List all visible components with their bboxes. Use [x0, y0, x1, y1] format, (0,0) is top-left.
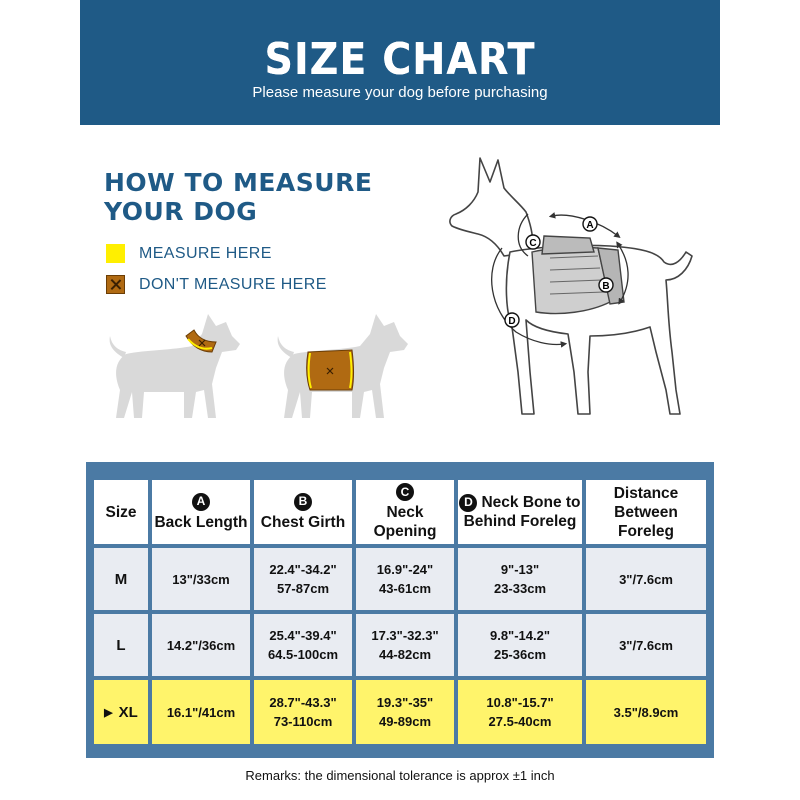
row-m-neck-to-foreleg [458, 548, 582, 610]
row-m-size: M [94, 548, 148, 610]
row-l-back-length [152, 614, 250, 676]
size-label: XL [118, 703, 138, 721]
header-neck-opening [356, 480, 454, 544]
cell-value: 13"/33cm [172, 571, 230, 587]
cell-value: 3"/7.6cm [619, 637, 673, 653]
row-xl-back-length [152, 680, 250, 744]
crossed-swatch-icon [106, 275, 125, 294]
badge-c-icon: C [396, 483, 414, 501]
header-label-line2: Behind Foreleg [463, 513, 577, 530]
badge-d-icon: D [459, 494, 477, 512]
page-title: SIZE CHART [264, 34, 536, 85]
header-neck-to-foreleg [458, 480, 582, 544]
row-xl-size [94, 680, 148, 744]
row-m-neck-opening [356, 548, 454, 610]
cell-value-inch: 9.8"-14.2" [489, 628, 551, 643]
dog-body-wrong-icon [272, 306, 422, 422]
row-m-back-length [152, 548, 250, 610]
header-label: Back Length [154, 513, 248, 531]
row-l-neck-to-foreleg [458, 614, 582, 676]
cell-value-cm: 23-33cm [493, 581, 547, 596]
row-l-size: L [94, 614, 148, 676]
size-table [86, 462, 714, 758]
cell-value-cm: 49-89cm [378, 714, 432, 729]
remarks-note: Remarks: the dimensional tolerance is approx ±1 inch [245, 768, 555, 783]
cell-value-inch: 22.4"-34.2" [269, 562, 337, 577]
header-label-line2: Foreleg [618, 522, 674, 540]
row-xl-chest-girth [254, 680, 352, 744]
marker-c-icon [526, 235, 540, 249]
legend-label: MEASURE HERE [139, 244, 272, 262]
cell-value: 16.1"/41cm [166, 704, 236, 720]
dog-harness-diagram [440, 152, 710, 437]
header-size [94, 480, 148, 544]
row-l-foreleg-distance [586, 614, 706, 676]
row-m-foreleg-distance [586, 548, 706, 610]
legend-label: DON'T MEASURE HERE [139, 275, 327, 293]
page-subtitle: Please measure your dog before purchasing [252, 84, 548, 101]
cell-value: 3.5"/8.9cm [613, 704, 679, 720]
cell-value-inch: 19.3"-35" [376, 695, 434, 710]
yellow-swatch-icon [106, 244, 125, 263]
header-size-label: Size [105, 503, 137, 521]
header-label-line1: Neck Bone to [481, 494, 581, 511]
cell-value-inch: 28.7"-43.3" [269, 695, 337, 710]
dog-neck-wrong-icon [104, 306, 254, 422]
row-xl-neck-opening [356, 680, 454, 744]
header-chest-girth [254, 480, 352, 544]
legend-dont-measure-here [106, 275, 327, 294]
cell-value-cm: 27.5-40cm [488, 714, 552, 729]
row-m-chest-girth [254, 548, 352, 610]
header-banner [80, 0, 720, 125]
cell-value: 3"/7.6cm [619, 571, 673, 587]
badge-b-icon: B [294, 493, 312, 511]
cell-value-cm: 25-36cm [493, 647, 547, 662]
svg-text:D: D [508, 316, 516, 327]
cell-value-inch: 9"-13" [500, 562, 540, 577]
how-to-line-2: YOUR DOG [104, 197, 258, 226]
marker-a-icon [583, 217, 597, 231]
cell-value-inch: 16.9"-24" [376, 562, 434, 577]
cell-value-cm: 64.5-100cm [267, 647, 339, 662]
cell-value-inch: 10.8"-15.7" [486, 695, 554, 710]
cell-value-cm: 43-61cm [378, 581, 432, 596]
header-label-line1: Distance Between [613, 484, 679, 521]
cell-value-cm: 57-87cm [276, 581, 330, 596]
header-label: Chest Girth [260, 513, 346, 531]
header-label: Neck Opening [373, 504, 437, 540]
how-to-line-1: HOW TO MEASURE [104, 168, 373, 197]
svg-text:B: B [602, 281, 610, 292]
cell-value: 14.2"/36cm [166, 637, 236, 653]
how-to-measure-heading [104, 168, 404, 226]
cell-value-inch: 25.4"-39.4" [269, 628, 337, 643]
row-l-neck-opening [356, 614, 454, 676]
header-foreleg-distance [586, 480, 706, 544]
row-l-chest-girth [254, 614, 352, 676]
row-xl-neck-to-foreleg [458, 680, 582, 744]
badge-a-icon: A [192, 493, 210, 511]
header-back-length [152, 480, 250, 544]
selected-arrow-icon: ▶ [104, 706, 113, 719]
cell-value-cm: 73-110cm [273, 714, 333, 729]
cell-value-inch: 17.3"-32.3" [371, 628, 439, 643]
marker-d-icon [505, 313, 519, 327]
svg-text:A: A [586, 220, 594, 231]
row-xl-foreleg-distance [586, 680, 706, 744]
marker-b-icon [599, 278, 613, 292]
legend-measure-here [106, 244, 272, 263]
cell-value-cm: 44-82cm [378, 647, 432, 662]
svg-text:C: C [529, 238, 537, 249]
